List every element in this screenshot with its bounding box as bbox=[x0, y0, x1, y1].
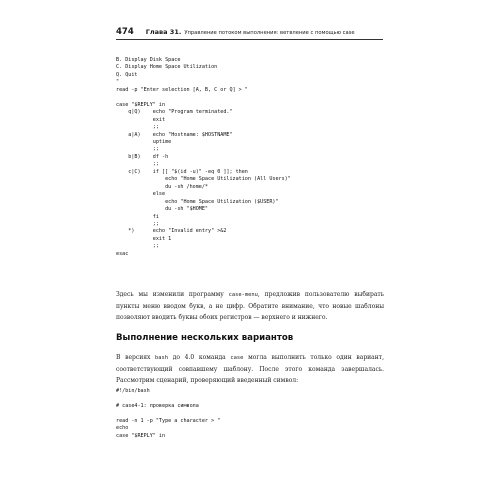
para2-inline-code-bash: bash bbox=[155, 355, 169, 361]
para2-text-1: В версиях bbox=[116, 354, 156, 361]
body-paragraph-2 bbox=[116, 352, 384, 386]
para1-text-2: , предложив пользователю выбирать пункты меню вводом букв, а не цифр. Обратите внимание, что новые шаблоны позволяют вводить буквы обоих регистров — верхнего и нижнего. bbox=[116, 291, 384, 321]
chapter-title: Управление потоком выполнения: ветвление с помощью case bbox=[184, 30, 355, 36]
para2-text-3: могла выполнить только один вариант, соответствующий совпавшему шаблону. После этого команда завершалась. Рассмотрим сценарий, проверяющий введенный символ: bbox=[116, 354, 384, 384]
para1-inline-code: case-menu bbox=[228, 292, 258, 298]
para2-inline-code-case: case bbox=[230, 355, 244, 361]
page-header bbox=[116, 27, 383, 37]
para2-text-2: до 4.0 команда bbox=[168, 354, 231, 361]
para1-text-1: Здесь мы изменили программу bbox=[116, 291, 229, 298]
page-number: 474 bbox=[116, 27, 134, 37]
chapter-label: Глава 31. bbox=[145, 28, 182, 36]
code-listing-case-menu: B. Display Disk Space C. Display Home Space Utilization Q. Quit " read -p "Enter selection [A, B, C or Q] > " case "$REPLY" in q|Q) echo "Program terminated." exit ;; a|A) echo "Hostname: $HOSTNAME" uptime ;; b|B) df -h ;; c|C) if [[ "$(id -u)" -eq 0 ]]; then echo "Home Space Utilization (All Users)" du -sh /home/* else echo "Home Space Utilization ($USER)" du -sh "$HOME" fi ;; *) echo "Invalid entry" >&2 exit 1 ;; esac bbox=[116, 57, 291, 257]
code-listing-case4-1: #!/bin/bash # case4-1: проверка символа read -n 1 -p "Type a character > " echo case "$REPLY" in bbox=[116, 388, 221, 439]
section-heading: Выполнение нескольких вариантов bbox=[116, 333, 294, 343]
header-rule bbox=[116, 39, 383, 40]
body-paragraph-1 bbox=[116, 289, 384, 323]
